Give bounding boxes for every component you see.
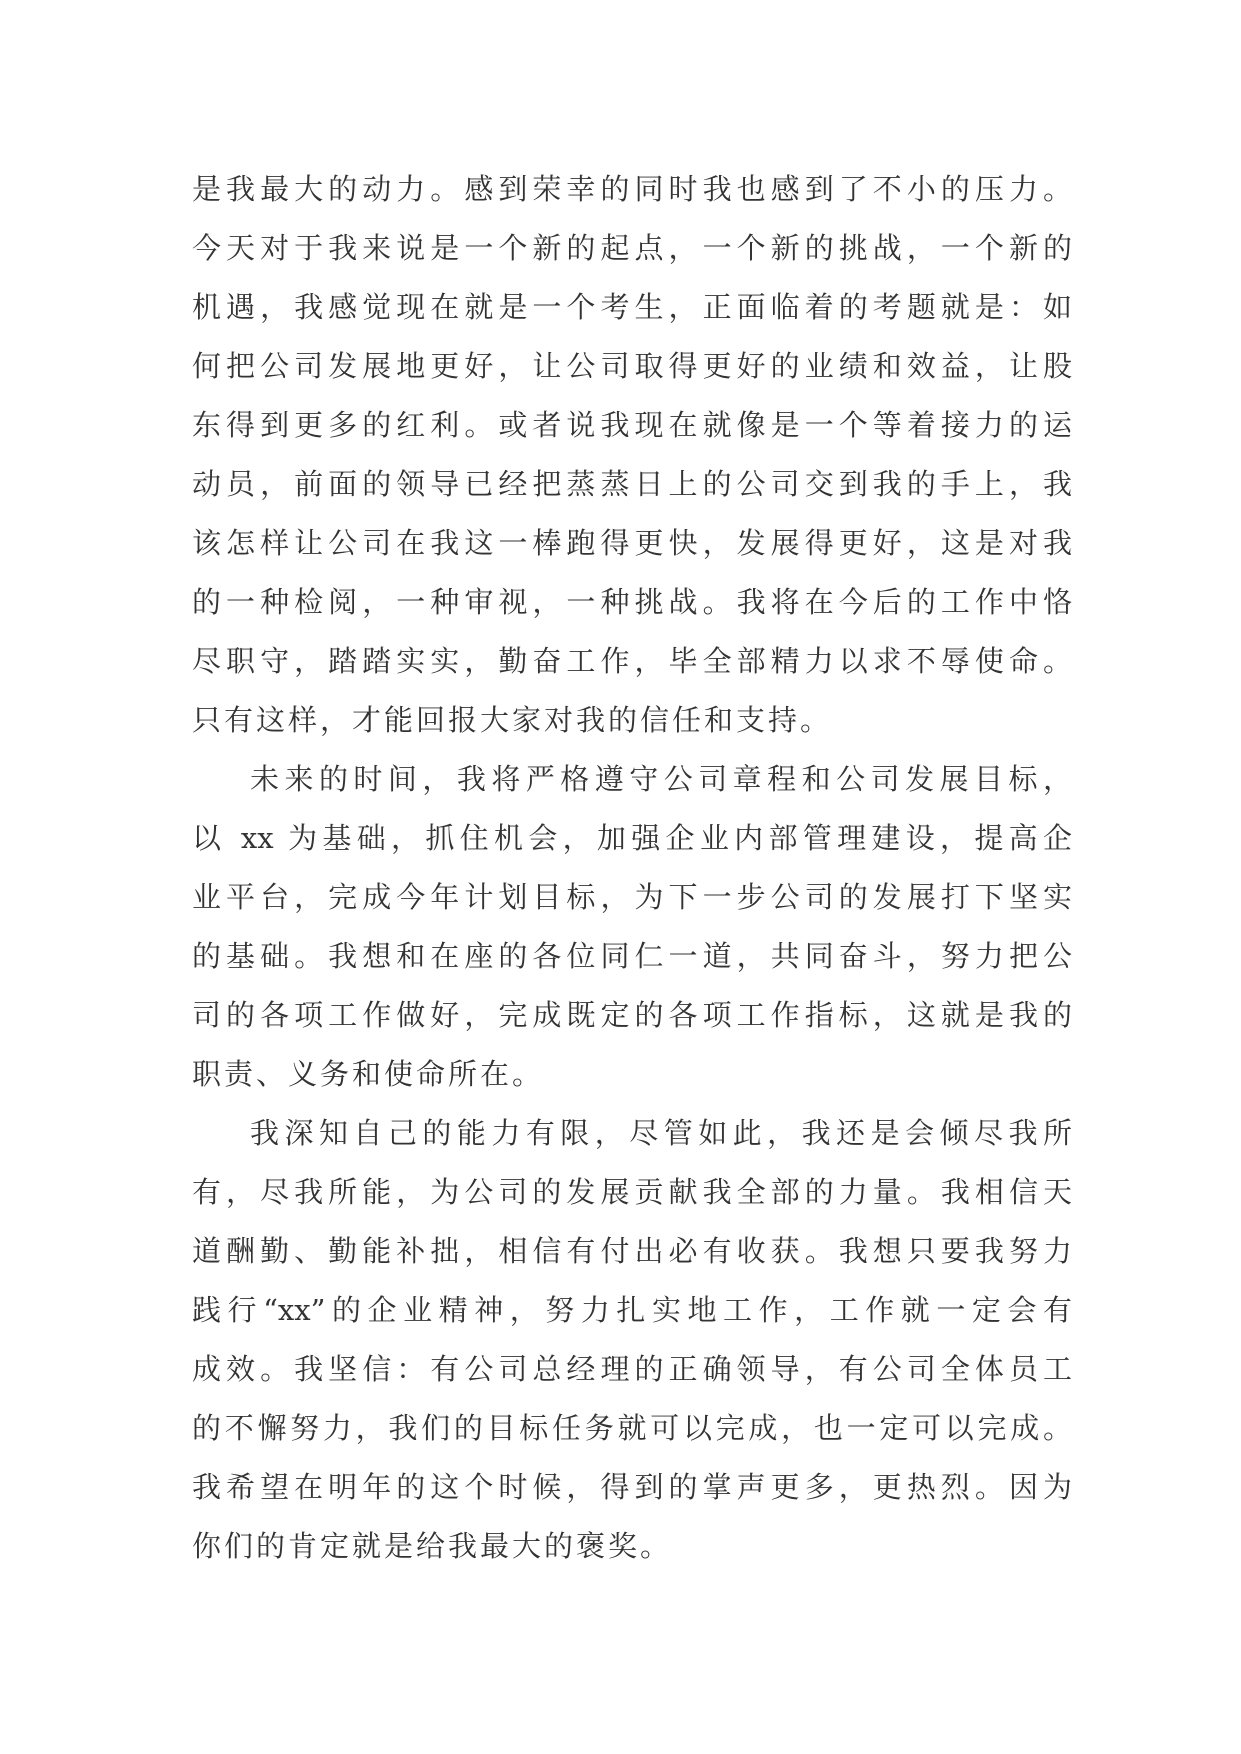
text-line: 只有这样，才能回报大家对我的信任和支持。	[192, 703, 833, 737]
text-line: 司的各项工作做好，完成既定的各项工作指标，这就是我的	[192, 998, 1072, 1032]
text-line: 成效。我坚信：有公司总经理的正确领导，有公司全体员工	[192, 1352, 1072, 1386]
text-line: 我深知自己的能力有限，尽管如此，我还是会倾尽我所	[250, 1116, 1072, 1150]
text-line: 我希望在明年的这个时候，得到的掌声更多，更热烈。因为	[192, 1470, 1072, 1504]
text-line: 未来的时间，我将严格遵守公司章程和公司发展目标，	[250, 762, 1072, 796]
text-line: 职责、义务和使命所在。	[192, 1057, 545, 1091]
text-line: 是我最大的动力。感到荣幸的同时我也感到了不小的压力。	[192, 172, 1072, 206]
text-line: 以 xx 为基础，抓住机会，加强企业内部管理建设，提高企	[192, 821, 1072, 855]
text-line: 道酬勤、勤能补拙，相信有付出必有收获。我想只要我努力	[192, 1234, 1072, 1268]
text-line: 践行“xx”的企业精神，努力扎实地工作，工作就一定会有	[192, 1293, 1072, 1327]
text-line: 动员，前面的领导已经把蒸蒸日上的公司交到我的手上，我	[192, 467, 1072, 501]
text-line: 你们的肯定就是给我最大的褒奖。	[192, 1529, 673, 1563]
text-line: 尽职守，踏踏实实，勤奋工作，毕全部精力以求不辱使命。	[192, 644, 1072, 678]
document-body	[192, 160, 1072, 1576]
text-line: 该怎样让公司在我这一棒跑得更快，发展得更好，这是对我	[192, 526, 1072, 560]
text-line: 东得到更多的红利。或者说我现在就像是一个等着接力的运	[192, 408, 1072, 442]
text-line: 有，尽我所能，为公司的发展贡献我全部的力量。我相信天	[192, 1175, 1072, 1209]
text-line: 今天对于我来说是一个新的起点，一个新的挑战，一个新的	[192, 231, 1072, 265]
text-line: 的一种检阅，一种审视，一种挑战。我将在今后的工作中恪	[192, 585, 1072, 619]
text-line: 何把公司发展地更好，让公司取得更好的业绩和效益，让股	[192, 349, 1072, 383]
text-line: 的不懈努力，我们的目标任务就可以完成，也一定可以完成。	[192, 1411, 1072, 1445]
text-line: 业平台，完成今年计划目标，为下一步公司的发展打下坚实	[192, 880, 1072, 914]
text-line: 机遇，我感觉现在就是一个考生，正面临着的考题就是：如	[192, 290, 1072, 324]
text-line: 的基础。我想和在座的各位同仁一道，共同奋斗，努力把公	[192, 939, 1072, 973]
